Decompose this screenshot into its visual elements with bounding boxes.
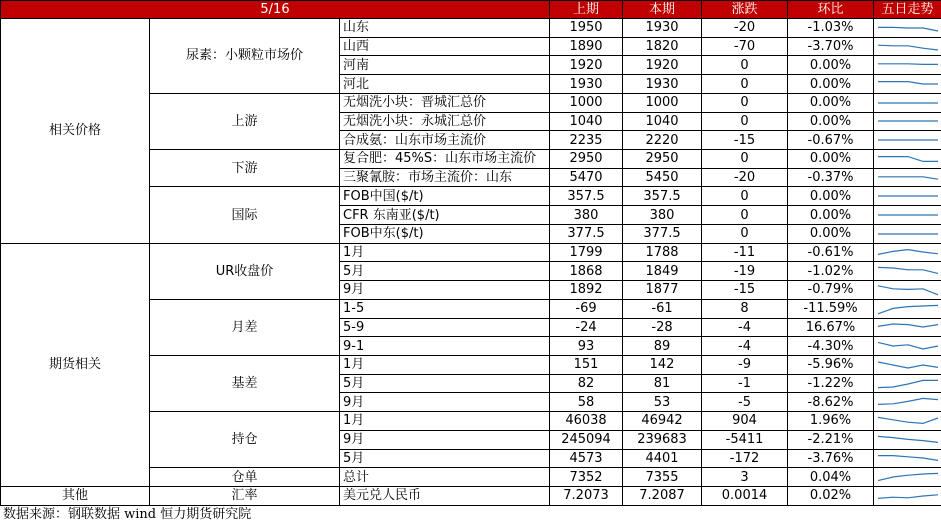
sparkline-line xyxy=(878,495,938,499)
change-value: -11 xyxy=(702,243,788,262)
sparkline-line xyxy=(878,417,938,423)
sparkline-line xyxy=(878,474,938,481)
sparkline-chart xyxy=(874,432,941,448)
item-name: 山西 xyxy=(340,37,550,56)
curr-value: 1920 xyxy=(623,56,702,75)
curr-value: -28 xyxy=(623,318,702,337)
trend-sparkline xyxy=(874,468,941,487)
sparkline-chart xyxy=(874,301,941,317)
curr-value: 380 xyxy=(623,206,702,225)
trend-sparkline xyxy=(874,281,941,300)
change-value: -4 xyxy=(702,337,788,356)
subgroup-label: 汇率 xyxy=(150,486,340,505)
sparkline-line xyxy=(878,380,938,387)
sparkline-chart xyxy=(874,244,941,260)
change-value: -70 xyxy=(702,37,788,56)
change-value: -9 xyxy=(702,355,788,374)
sparkline-line xyxy=(878,82,938,84)
sparkline-chart xyxy=(874,263,941,279)
pct-value: -0.61% xyxy=(788,243,874,262)
change-value: -172 xyxy=(702,449,788,468)
curr-value: 142 xyxy=(623,355,702,374)
curr-value: 1930 xyxy=(623,19,702,38)
prev-value: 82 xyxy=(550,374,623,393)
sparkline-chart xyxy=(874,76,941,92)
subgroup-label: 尿素：小颗粒市场价 xyxy=(150,19,340,94)
sparkline-chart xyxy=(874,282,941,298)
pct-value: -1.03% xyxy=(788,19,874,38)
change-value: 0 xyxy=(702,93,788,112)
item-name: 无烟洗小块：永城汇总价 xyxy=(340,112,550,131)
item-name: 9月 xyxy=(340,281,550,300)
item-name: 河北 xyxy=(340,75,550,94)
sparkline-line xyxy=(878,436,938,442)
sparkline-line xyxy=(878,250,938,255)
change-value: -15 xyxy=(702,281,788,300)
data-source-note: 数据来源：钢联数据 wind 恒力期货研究院 xyxy=(3,507,252,522)
item-name: FOB中国($/t) xyxy=(340,187,550,206)
sparkline-chart xyxy=(874,207,941,223)
trend-sparkline xyxy=(874,131,941,150)
pct-value: 0.02% xyxy=(788,486,874,505)
change-value: 0 xyxy=(702,187,788,206)
curr-value: 7.2087 xyxy=(623,486,702,505)
change-value: 0.0014 xyxy=(702,486,788,505)
prev-value: 1799 xyxy=(550,243,623,262)
sparkline-line xyxy=(878,64,938,65)
item-name: 无烟洗小块：晋城汇总价 xyxy=(340,93,550,112)
item-name: 1月 xyxy=(340,355,550,374)
item-name: 三聚氰胺：市场主流价：山东 xyxy=(340,168,550,187)
change-value: -15 xyxy=(702,131,788,150)
table-row xyxy=(1,486,941,505)
item-name: 5-9 xyxy=(340,318,550,337)
trend-sparkline xyxy=(874,374,941,393)
item-name: 5月 xyxy=(340,374,550,393)
trend-sparkline xyxy=(874,206,941,225)
prev-value: 1930 xyxy=(550,75,623,94)
item-name: 复合肥：45%S：山东市场主流价 xyxy=(340,150,550,169)
trend-sparkline xyxy=(874,19,941,38)
pct-value: -0.37% xyxy=(788,168,874,187)
pct-value: -2.21% xyxy=(788,430,874,449)
trend-sparkline xyxy=(874,486,941,505)
sparkline-chart xyxy=(874,151,941,167)
subgroup-label: 国际 xyxy=(150,187,340,243)
header-pct: 环比 xyxy=(788,1,874,19)
header-prev: 上期 xyxy=(550,1,623,19)
trend-sparkline xyxy=(874,93,941,112)
item-name: 5月 xyxy=(340,262,550,281)
change-value: -5411 xyxy=(702,430,788,449)
curr-value: 377.5 xyxy=(623,224,702,243)
table-body xyxy=(1,19,941,506)
table-row xyxy=(1,243,941,262)
subgroup-label: 基差 xyxy=(150,355,340,411)
change-value: 904 xyxy=(702,412,788,431)
curr-value: 1930 xyxy=(623,75,702,94)
sparkline-chart xyxy=(874,338,941,354)
pct-value: -1.22% xyxy=(788,374,874,393)
item-name: 9月 xyxy=(340,430,550,449)
prev-value: 1890 xyxy=(550,37,623,56)
subgroup-label: 持仓 xyxy=(150,412,340,468)
sparkline-chart xyxy=(874,469,941,485)
subgroup-label: 月差 xyxy=(150,299,340,355)
prev-value: 1892 xyxy=(550,281,623,300)
trend-sparkline xyxy=(874,355,941,374)
prev-value: 1000 xyxy=(550,93,623,112)
pct-value: 0.04% xyxy=(788,468,874,487)
trend-sparkline xyxy=(874,224,941,243)
curr-value: 5450 xyxy=(623,168,702,187)
sparkline-chart xyxy=(874,226,941,242)
sparkline-chart xyxy=(874,170,941,186)
prev-value: 357.5 xyxy=(550,187,623,206)
curr-value: 1040 xyxy=(623,112,702,131)
trend-sparkline xyxy=(874,299,941,318)
pct-value: -0.67% xyxy=(788,131,874,150)
change-value: 0 xyxy=(702,112,788,131)
prev-value: 1040 xyxy=(550,112,623,131)
trend-sparkline xyxy=(874,37,941,56)
change-value: -1 xyxy=(702,374,788,393)
sparkline-chart xyxy=(874,113,941,129)
curr-value: 1849 xyxy=(623,262,702,281)
item-name: FOB中东($/t) xyxy=(340,224,550,243)
trend-sparkline xyxy=(874,168,941,187)
pct-value: 0.00% xyxy=(788,56,874,75)
trend-sparkline xyxy=(874,243,941,262)
trend-sparkline xyxy=(874,262,941,281)
sparkline-chart xyxy=(874,357,941,373)
curr-value: 89 xyxy=(623,337,702,356)
prev-value: 4573 xyxy=(550,449,623,468)
sparkline-line xyxy=(878,456,938,461)
sparkline-chart xyxy=(874,57,941,73)
header-date: 5/16 xyxy=(1,1,550,19)
trend-sparkline xyxy=(874,56,941,75)
curr-value: 2950 xyxy=(623,150,702,169)
prev-value: 58 xyxy=(550,393,623,412)
table-row xyxy=(1,19,941,38)
prev-value: 1920 xyxy=(550,56,623,75)
pct-value: -3.76% xyxy=(788,449,874,468)
prev-value: 46038 xyxy=(550,412,623,431)
header-curr: 本期 xyxy=(623,1,702,19)
change-value: 0 xyxy=(702,56,788,75)
curr-value: 2220 xyxy=(623,131,702,150)
prev-value: -69 xyxy=(550,299,623,318)
pct-value: -4.30% xyxy=(788,337,874,356)
curr-value: 1788 xyxy=(623,243,702,262)
pct-value: -1.02% xyxy=(788,262,874,281)
prev-value: 5470 xyxy=(550,168,623,187)
sparkline-chart xyxy=(874,376,941,392)
change-value: -19 xyxy=(702,262,788,281)
item-name: 5月 xyxy=(340,449,550,468)
prev-value: 377.5 xyxy=(550,224,623,243)
pct-value: 0.00% xyxy=(788,112,874,131)
curr-value: 46942 xyxy=(623,412,702,431)
pct-value: -0.79% xyxy=(788,281,874,300)
pct-value: 0.00% xyxy=(788,93,874,112)
item-name: 9-1 xyxy=(340,337,550,356)
change-value: 0 xyxy=(702,150,788,169)
item-name: 美元兑人民币 xyxy=(340,486,550,505)
item-name: 山东 xyxy=(340,19,550,38)
sparkline-line xyxy=(878,156,938,161)
pct-value: 0.00% xyxy=(788,150,874,169)
trend-sparkline xyxy=(874,187,941,206)
prev-value: -24 xyxy=(550,318,623,337)
curr-value: 1000 xyxy=(623,93,702,112)
sparkline-line xyxy=(878,176,938,178)
item-name: CFR 东南亚($/t) xyxy=(340,206,550,225)
item-name: 9月 xyxy=(340,393,550,412)
curr-value: 7355 xyxy=(623,468,702,487)
prev-value: 7.2073 xyxy=(550,486,623,505)
pct-value: -3.70% xyxy=(788,37,874,56)
prev-value: 2950 xyxy=(550,150,623,169)
change-value: -5 xyxy=(702,393,788,412)
change-value: 3 xyxy=(702,468,788,487)
prev-value: 2235 xyxy=(550,131,623,150)
prev-value: 380 xyxy=(550,206,623,225)
prev-value: 245094 xyxy=(550,430,623,449)
item-name: 合成氨：山东市场主流价 xyxy=(340,131,550,150)
sparkline-chart xyxy=(874,39,941,55)
subgroup-label: UR收盘价 xyxy=(150,243,340,299)
prev-value: 151 xyxy=(550,355,623,374)
sparkline-line xyxy=(878,324,938,327)
trend-sparkline xyxy=(874,393,941,412)
pct-value: 0.00% xyxy=(788,224,874,243)
curr-value: 357.5 xyxy=(623,187,702,206)
pct-value: 0.00% xyxy=(788,206,874,225)
prev-value: 1950 xyxy=(550,19,623,38)
item-name: 1月 xyxy=(340,412,550,431)
pct-value: 1.96% xyxy=(788,412,874,431)
sparkline-chart xyxy=(874,95,941,111)
sparkline-chart xyxy=(874,188,941,204)
sparkline-line xyxy=(878,305,938,313)
curr-value: 1820 xyxy=(623,37,702,56)
curr-value: 81 xyxy=(623,374,702,393)
trend-sparkline xyxy=(874,318,941,337)
curr-value: 239683 xyxy=(623,430,702,449)
prev-value: 1868 xyxy=(550,262,623,281)
change-value: -20 xyxy=(702,168,788,187)
header-row xyxy=(1,1,941,19)
curr-value: -61 xyxy=(623,299,702,318)
sparkline-line xyxy=(878,27,938,31)
sparkline-chart xyxy=(874,132,941,148)
pct-value: 0.00% xyxy=(788,187,874,206)
trend-sparkline xyxy=(874,112,941,131)
pct-value: 0.00% xyxy=(788,75,874,94)
sparkline-chart xyxy=(874,20,941,36)
change-value: -4 xyxy=(702,318,788,337)
trend-sparkline xyxy=(874,430,941,449)
item-name: 总计 xyxy=(340,468,550,487)
curr-value: 53 xyxy=(623,393,702,412)
trend-sparkline xyxy=(874,150,941,169)
curr-value: 4401 xyxy=(623,449,702,468)
sparkline-line xyxy=(878,268,938,274)
change-value: 0 xyxy=(702,224,788,243)
change-value: 8 xyxy=(702,299,788,318)
header-change: 涨跌 xyxy=(702,1,788,19)
item-name: 河南 xyxy=(340,56,550,75)
pct-value: -5.96% xyxy=(788,355,874,374)
sparkline-line xyxy=(878,342,938,349)
prev-value: 93 xyxy=(550,337,623,356)
item-name: 1月 xyxy=(340,243,550,262)
subgroup-label: 上游 xyxy=(150,93,340,149)
pct-value: 16.67% xyxy=(788,318,874,337)
sparkline-line xyxy=(878,399,938,405)
sparkline-line xyxy=(878,362,938,368)
group-label: 相关价格 xyxy=(1,19,150,244)
trend-sparkline xyxy=(874,337,941,356)
sparkline-chart xyxy=(874,319,941,335)
sparkline-line xyxy=(878,286,938,295)
header-trend: 五日走势 xyxy=(874,1,941,19)
group-label: 其他 xyxy=(1,486,150,505)
change-value: -20 xyxy=(702,19,788,38)
trend-sparkline xyxy=(874,75,941,94)
trend-sparkline xyxy=(874,412,941,431)
sparkline-chart xyxy=(874,394,941,410)
sparkline-chart xyxy=(874,488,941,504)
subgroup-label: 下游 xyxy=(150,150,340,187)
change-value: 0 xyxy=(702,206,788,225)
sparkline-chart xyxy=(874,413,941,429)
prev-value: 7352 xyxy=(550,468,623,487)
item-name: 1-5 xyxy=(340,299,550,318)
sparkline-line xyxy=(878,45,938,50)
group-label: 期货相关 xyxy=(1,243,150,486)
trend-sparkline xyxy=(874,449,941,468)
pct-value: -8.62% xyxy=(788,393,874,412)
sparkline-chart xyxy=(874,450,941,466)
curr-value: 1877 xyxy=(623,281,702,300)
pct-value: -11.59% xyxy=(788,299,874,318)
change-value: 0 xyxy=(702,75,788,94)
subgroup-label: 仓单 xyxy=(150,468,340,487)
